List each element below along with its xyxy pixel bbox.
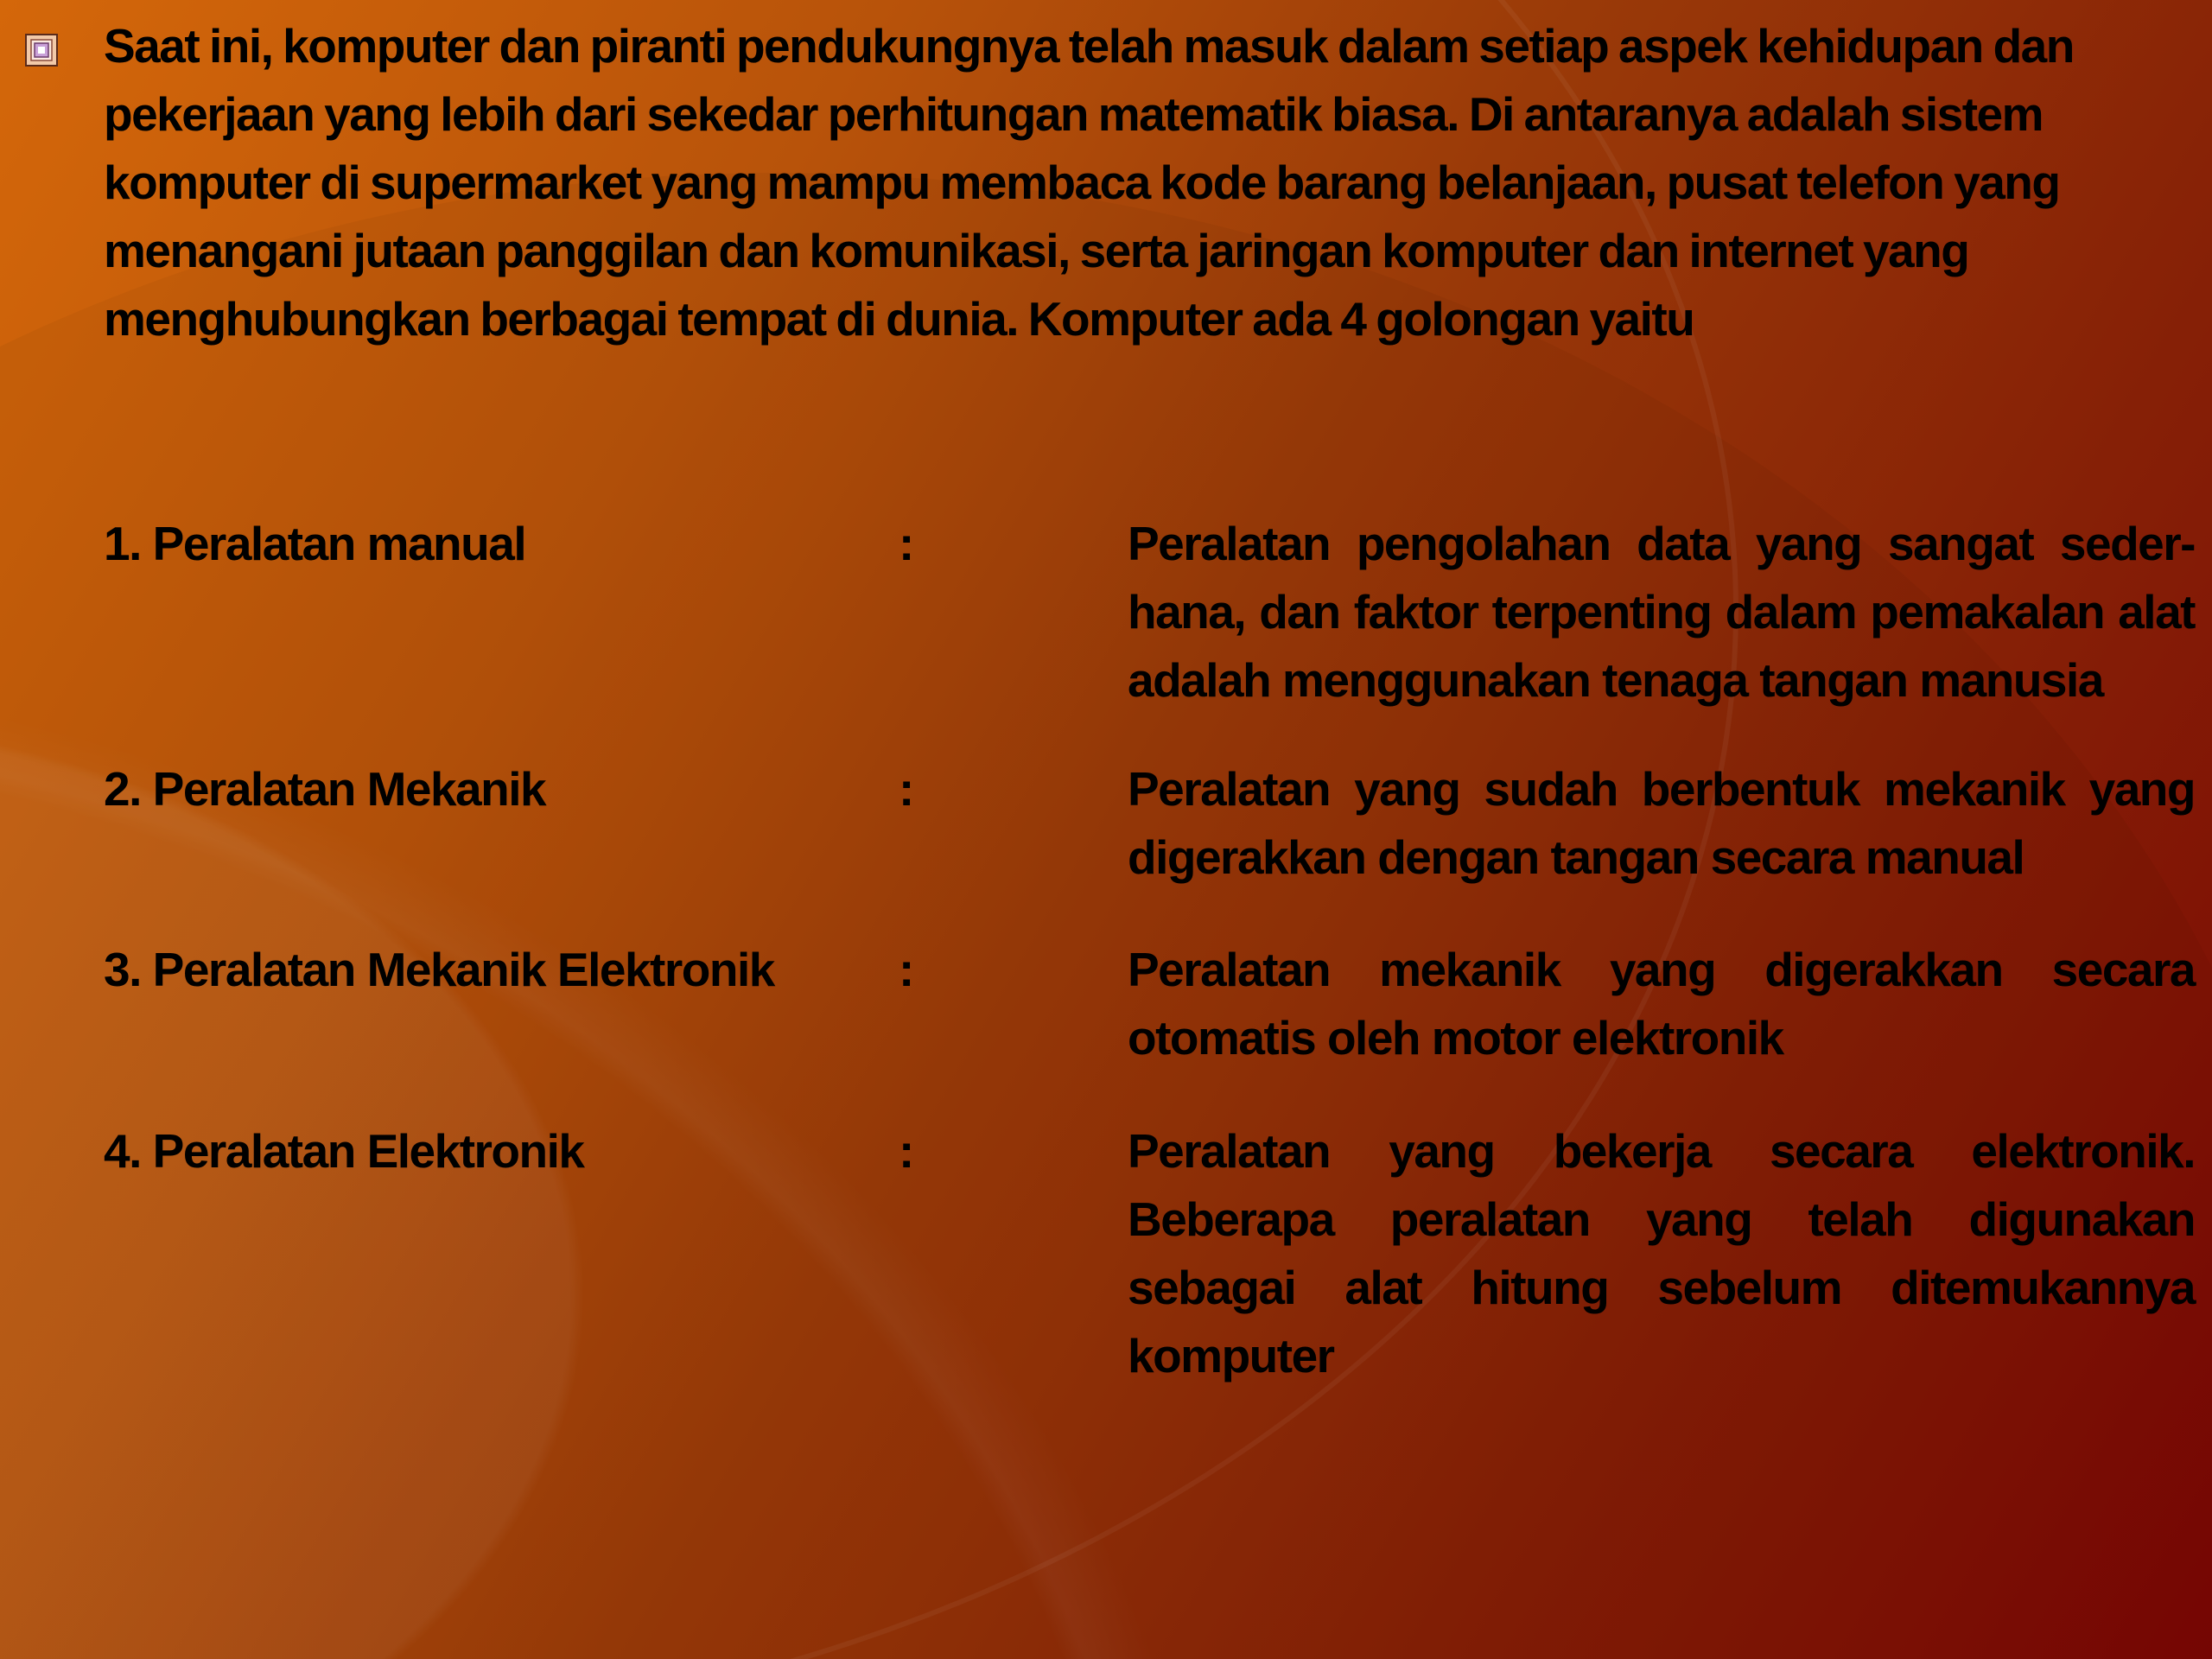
item-description: Peralatan mekanik yang digerakkan secara otomatis oleh motor elektronik — [1128, 943, 2195, 1065]
item-term: 2. Peralatan Mekanik — [104, 762, 546, 816]
list-item — [104, 755, 2195, 892]
item-description: Peralatan yang sudah berbentuk mekanik yang digerakkan dengan tangan secara manual — [1128, 762, 2195, 884]
item-separator: : — [899, 943, 913, 996]
item-term: 1. Peralatan manual — [104, 517, 526, 570]
list-item — [104, 936, 2195, 1072]
item-description: Peralatan yang bekerja secara elektronik. Beberapa peralatan yang telah digunakan sebagai alat hitung sebelum ditemukannya komputer — [1128, 1124, 2195, 1382]
item-separator: : — [899, 1124, 913, 1178]
category-list — [104, 510, 2195, 1390]
list-item — [104, 1117, 2195, 1390]
item-separator: : — [899, 517, 913, 570]
item-separator: : — [899, 762, 913, 816]
item-term: 4. Peralatan Elektronik — [104, 1124, 584, 1178]
item-term: 3. Peralatan Mekanik Elektronik — [104, 943, 774, 996]
square-bullet-icon — [24, 33, 59, 67]
intro-paragraph: Saat ini, komputer dan piranti pendukungnya telah masuk dalam setiap aspek kehidupan dan pekerjaan yang lebih dari sekedar perhitungan matematik biasa. Di antaranya adalah sistem komputer di supermarket yang mampu membaca kode barang belanjaan, pusat telefon yang menangani jutaan panggilan dan komunikasi, serta jaringan komputer dan internet yang menghubungkan berbagai tempat di dunia. Komputer ada 4 golongan yaitu — [104, 19, 2074, 346]
list-item — [104, 510, 2195, 715]
item-description: Peralatan pengolahan data yang sangat seder-hana, dan faktor terpenting dalam pemakalan alat adalah menggunakan tenaga tangan manusia — [1128, 517, 2195, 707]
